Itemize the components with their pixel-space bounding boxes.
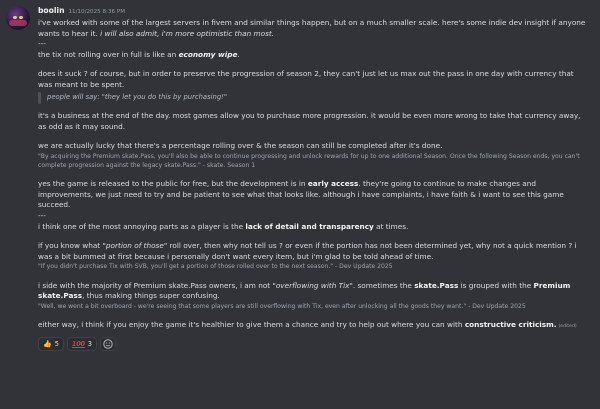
spacer (38, 232, 590, 241)
username[interactable]: boolin (38, 6, 65, 15)
text: is grouped with the (458, 280, 534, 290)
avatar-eye (13, 16, 17, 19)
add-reaction-button[interactable] (100, 337, 116, 351)
italic-text: "overflowing with Tix" (272, 280, 353, 290)
paragraph (38, 222, 590, 233)
italic-text: i will also admit, i'm more optimistic than most. (100, 28, 275, 38)
text: i side with the majority of Premium skate.Pass owners, i am not (38, 280, 273, 290)
text: if you know what (38, 241, 103, 251)
text: . (237, 49, 240, 59)
text: i think one of the most annoying parts as a player is the (38, 221, 246, 231)
paragraph (38, 241, 590, 262)
quote-bar (38, 92, 41, 104)
blockquote (38, 92, 590, 104)
paragraph: does it suck ? of course, but in order to preserve the progression of season 2, they can't just let us max out the pass in one day with currency that was meant to be spent. (38, 69, 574, 89)
italic-text: "portion of those" (102, 241, 168, 251)
text: roll over, then why not tell us ? or even if the portion has not been determined yet, why not a quick mention ? i was a bit bummed at first because i personally don't want every item, but i'm glad to be told ahead of time. (38, 241, 577, 261)
reactions-bar (38, 337, 590, 351)
thumbs-up-icon: 👍 (43, 340, 52, 349)
paragraph (38, 50, 590, 61)
spacer (38, 132, 590, 141)
text: . sometimes the (352, 280, 415, 290)
paragraph: we are actually lucky that there's a percentage rolling over & the season can still be completed after it's done. (38, 141, 443, 151)
spacer (38, 311, 590, 320)
text: . they're going to continue to make changes and improvements, we just need to try and be patient to see what that looks like. although i have complaints, i have faith & i want to see this game succeed. (38, 179, 564, 210)
spacer (38, 272, 590, 281)
text: yes the game is released to the public for free, but the development is in (38, 179, 308, 189)
paragraph: it's a business at the end of the day. most games allow you to purchase more progression. it would be even more wrong to take that currency away, as odd as it may sound. (38, 111, 581, 131)
message-header (38, 5, 590, 18)
citation: "By acquiring the Premium skate.Pass, you'll also be able to continue progressing and unlock rewards for up to one additional Season. Once the following Season ends, you can't complete progression against the legacy skate.Pass." - skate. Season 1 (38, 153, 580, 170)
bold-text: skate.Pass (414, 280, 459, 290)
spacer (38, 60, 590, 69)
reaction-count: 3 (87, 339, 92, 348)
citation: "Well, we went a bit overboard - we're seeing that some players are still overflowing with Tix, even after unlocking all the goods they want." - Dev Update 2025 (38, 302, 526, 310)
avatar-eye (19, 16, 23, 19)
paragraph (38, 18, 590, 39)
reaction-thumbs-up[interactable] (38, 337, 64, 351)
separator: --- (38, 39, 46, 49)
quote-text: people will say: "they let you do this by purchasing!" (47, 93, 227, 102)
edited-label: (edited) (558, 323, 577, 329)
avatar-decoration (9, 20, 27, 26)
bold-text: Premium skate.Pass (38, 280, 571, 301)
text: at times. (373, 221, 409, 231)
hundred-points-icon: 100 (71, 339, 85, 348)
bold-text: lack of detail and transparency (245, 221, 374, 231)
avatar[interactable] (6, 6, 30, 30)
bold-italic-text: economy wipe (178, 49, 238, 59)
text: , thus making things super confusing. (82, 291, 220, 301)
timestamp[interactable]: 11/10/2025 8:36 PM (68, 9, 126, 15)
citation: "If you didn't purchase Tix with SVB, you'll get a portion of those rolled over to the next season." - Dev Update 2025 (38, 263, 393, 271)
text: either way, i think if you enjoy the game it's healthier to give them a chance and try to help out where you can with (38, 319, 465, 329)
paragraph (38, 281, 590, 302)
spacer (38, 170, 590, 179)
paragraph (38, 179, 590, 211)
reaction-hundred[interactable] (67, 337, 97, 351)
separator: --- (38, 211, 46, 221)
text: i've worked with some of the largest servers in fivem and similar things happen, but on a much smaller scale. here's some indie dev insight if anyone wants to hear it. (38, 18, 586, 38)
paragraph (38, 320, 590, 331)
text: the tix not rolling over in full is like an (38, 49, 179, 59)
message-body (38, 18, 590, 330)
reaction-count: 5 (54, 339, 59, 348)
bold-text: early access (307, 179, 359, 189)
bold-text: constructive criticism. (464, 319, 557, 329)
add-reaction-icon (103, 339, 113, 349)
